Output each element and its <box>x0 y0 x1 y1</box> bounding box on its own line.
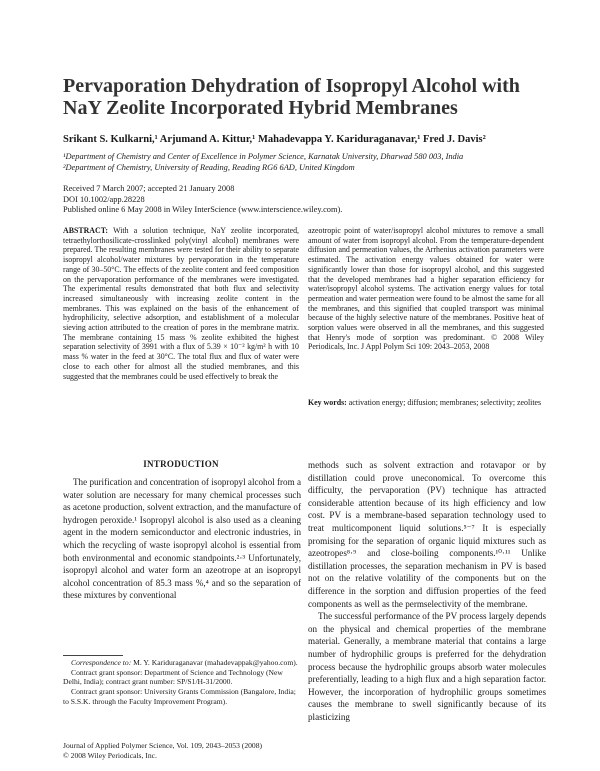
keywords-label: Key words: <box>308 398 347 407</box>
affiliation-1: ¹Department of Chemistry and Center of Excellence in Polymer Science, Karnatak University, Dharwad 580 003, India <box>63 152 464 161</box>
intro-paragraph-continued: methods such as solvent extraction and rotavapor or by distillation could prove uneconomical. To overcome this difficulty, the pervaporation (PV) technique has attracted considerable attention because of its high efficiency and low cost. PV is a membrane-based separation technology used to treat multicomponent liquid solutions.⁵⁻⁷ It is especially promising for the separation of organic liquid mixtures such as azeotropes⁸·⁹ and close-boiling components.¹⁰·¹¹ Unlike distillation processes, the separation mechanism in PV is based not on the relative volatility of the components but on the difference in the sorption and diffusion properties of the feed components as well as the permselectivity of the membrane. <box>308 460 546 609</box>
abstract-label: ABSTRACT: <box>63 226 109 235</box>
publication-info <box>63 184 363 216</box>
footnotes <box>63 658 299 707</box>
abstract-text-left: With a solution technique, NaY zeolite incorporated, tetraethylorthosilicate-crosslinked poly(vinyl alcohol) membranes were prepared. The resulting membranes were tested for their ability to separate isopropyl alcohol/water mixtures by pervaporation in the temperature range of 30–50°C. The effects of the zeolite content and feed composition on the pervaporation performance of the membranes were investigated. The experimental results demonstrated that both flux and selectivity increased simultaneously with increasing zeolite content in the membranes. This was explained on the basis of the enhancement of hydrophilicity, selective adsorption, and establishment of a molecular sieving action attributed to the creation of pores in the membrane matrix. The membrane containing 15 mass % zeolite exhibited the highest separation selectivity of 3991 with a flux of 5.39 × 10⁻² kg/m² h with 10 mass % water in the feed at 30°C. The total flux and flux of water were close to each other for almost all the studied membranes, and this suggested that the membranes could be used effectively to break the <box>63 226 299 381</box>
footnote-divider <box>63 655 123 656</box>
grant-sponsor-2: Contract grant sponsor: University Grants Commission (Bangalore, India; to S.S.K. through the Faculty Improvement Program). <box>63 687 296 706</box>
affiliation-2: ²Department of Chemistry, University of Reading, Reading RG6 6AD, United Kingdom <box>63 163 355 172</box>
intro-paragraph-1: The purification and concentration of isopropyl alcohol from a water solution are necessary for many chemical processes such as acetone production, solvent extraction, and the manufacture of hydrogen peroxide.¹ Isopropyl alcohol is also used as a cleaning agent in the modern semiconductor and electronic industries, in which the recycling of waste isopropyl alcohol is essential from both environmental and economic standpoints.²·³ Unfortunately, isopropyl alcohol and water form an azeotrope at an isopropyl alcohol concentration of 85.3 mass %,⁴ and so the separation of these mixtures by conventional <box>63 477 301 601</box>
journal-citation <box>63 741 303 760</box>
introduction-right-column <box>308 459 546 723</box>
affiliations <box>63 151 553 173</box>
doi: DOI 10.1002/app.28228 <box>63 194 145 204</box>
author-list: Srikant S. Kulkarni,¹ Arjumand A. Kittur,¹ Mahadevappa Y. Kariduraganavar,¹ Fred J. Davis² <box>63 134 486 145</box>
keywords-text: activation energy; diffusion; membranes; selectivity; zeolites <box>348 398 542 407</box>
correspondence-label: Correspondence to: <box>71 658 132 667</box>
journal-name: Journal of Applied Polymer Science, Vol. 109, 2043–2053 (2008) <box>63 741 263 750</box>
received-date: Received 7 March 2007; accepted 21 January 2008 <box>63 184 235 193</box>
section-heading-introduction: INTRODUCTION <box>143 459 219 469</box>
intro-paragraph-2: The successful performance of the PV process largely depends on the physical and chemical properties of the membrane material. Generally, a membrane material that contains a large number of hydrophilic groups is preferred for the dehydration process because the hydrophilic groups absorb water molecules preferentially, leading to a high flux and a high separation factor. However, the incorporation of hydrophilic groups sometimes causes the membrane to swell significantly because of its plasticizing <box>308 611 546 722</box>
correspondence-note <box>63 658 299 668</box>
grant-sponsor-1: Contract grant sponsor: Department of Science and Technology (New Delhi, India); contract grant number: SP/S1/H-31/2000. <box>63 667 283 687</box>
introduction-left-column <box>63 476 301 602</box>
abstract-right-column: azeotropic point of water/isopropyl alcohol mixtures to remove a small amount of water from isopropyl alcohol. From the temperature-dependent diffusion and permeation values, the Arrhenius activation parameters were estimated. The activation energy values obtained for water were significantly lower than those for isopropyl alcohol, and this suggested that the developed membranes had a higher separation efficiency for water/isopropyl alcohol systems. The activation energy values for total permeation and water permeation were found to be almost the same for all the membranes, and this signified that coupled transport was minimal because of the highly selective nature of the membranes. Positive heat of sorption values were observed in all the membranes, and this suggested that Henry's mode of sorption was predominant. © 2008 Wiley Periodicals, Inc. J Appl Polym Sci 109: 2043–2053, 2008 <box>308 226 544 352</box>
correspondence-text: M. Y. Kariduraganavar (mahadevappak@yahoo.com). <box>133 658 298 667</box>
copyright: © 2008 Wiley Periodicals, Inc. <box>63 750 157 760</box>
keywords <box>308 398 544 408</box>
published-online: Published online 6 May 2008 in Wiley InterScience (www.interscience.wiley.com). <box>63 205 343 214</box>
article-title: Pervaporation Dehydration of Isopropyl Alcohol with NaY Zeolite Incorporated Hybrid Membranes <box>63 75 520 119</box>
